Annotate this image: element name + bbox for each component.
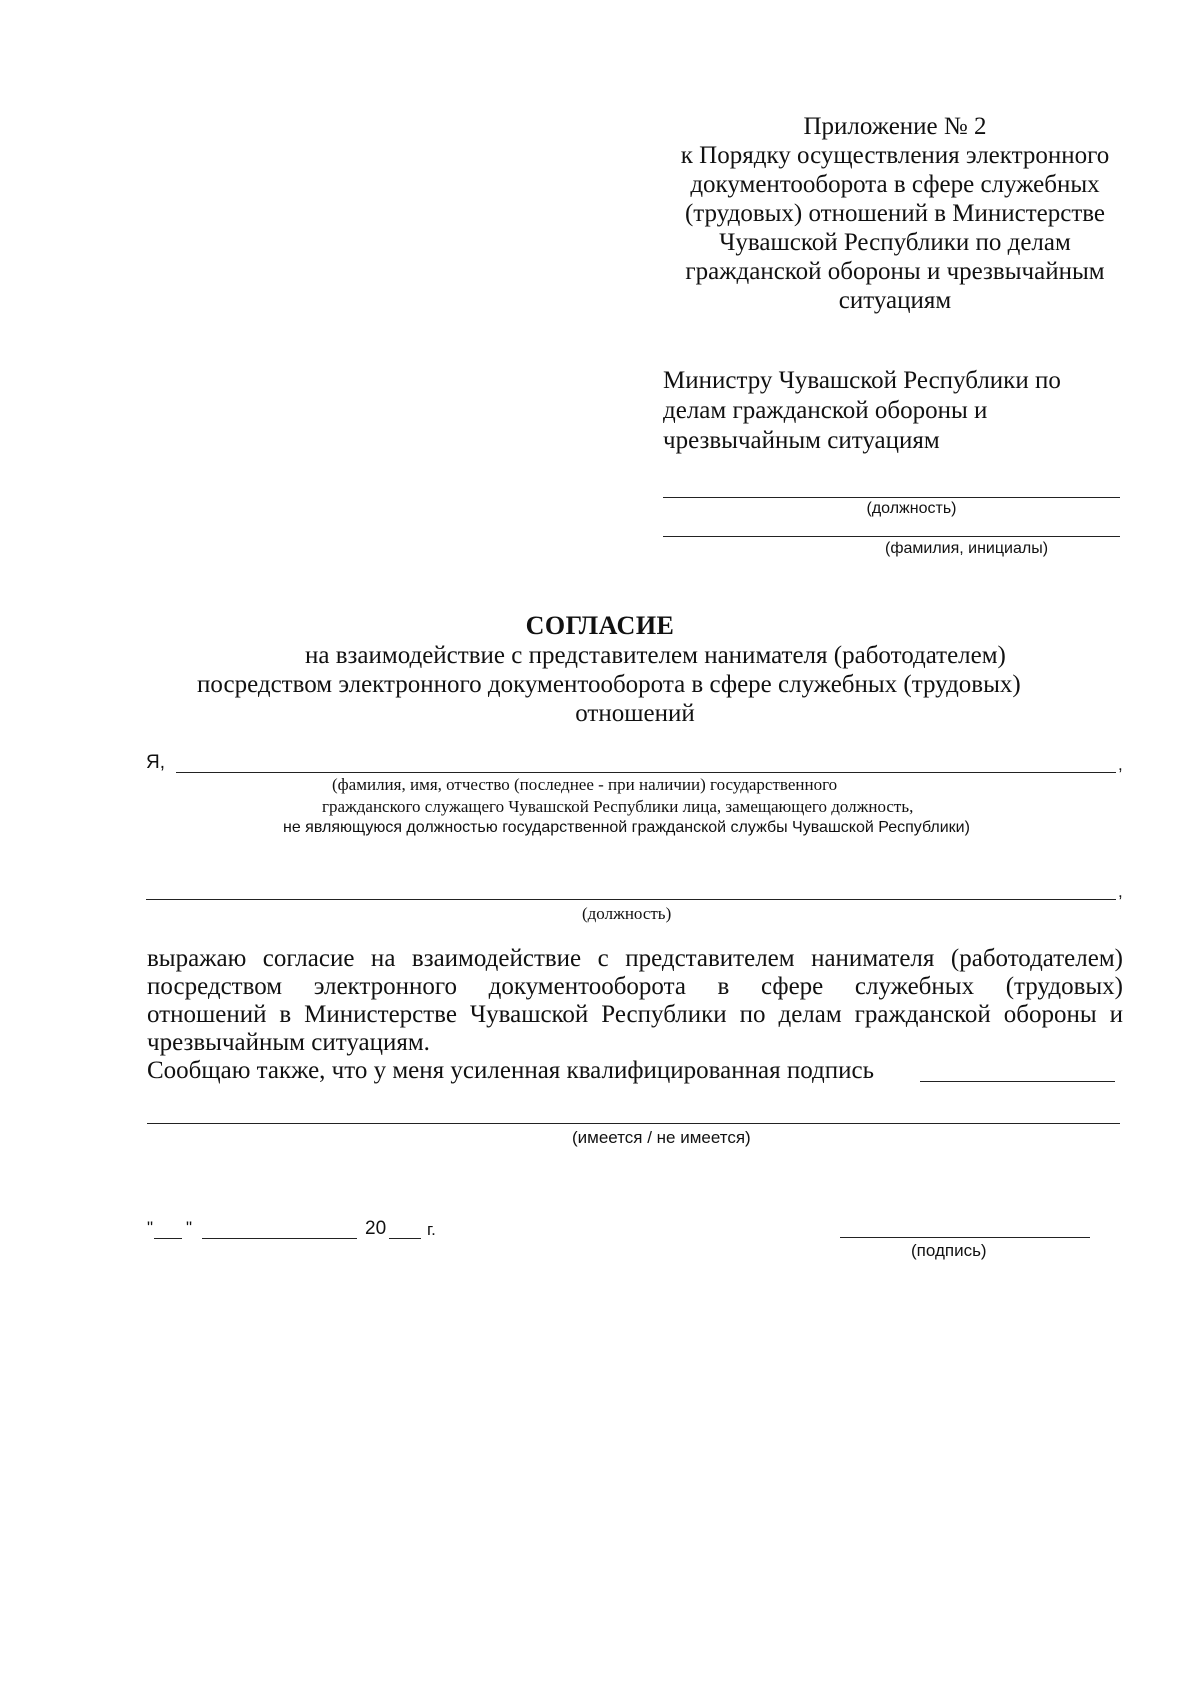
consent-body-line: выражаю согласие на взаимодействие с представителем нанимателя (работодателем)	[147, 945, 1123, 972]
appendix-line: ситуациям	[838, 287, 952, 314]
signature-field[interactable]	[840, 1237, 1090, 1238]
addressee-block	[663, 366, 1143, 456]
appendix-line: гражданской обороны и чрезвычайным	[685, 258, 1105, 285]
document-subtitle-line: отношений	[575, 700, 695, 727]
appendix-header	[655, 112, 1135, 315]
date-year-prefix: 20	[365, 1218, 387, 1239]
consent-body	[147, 945, 1123, 1085]
declarant-position-comma: ,	[1118, 882, 1123, 901]
date-quote-close: "	[186, 1218, 193, 1237]
signature-availability-field-continued[interactable]	[147, 1123, 1120, 1124]
declarant-name-field[interactable]	[176, 772, 1116, 773]
declarant-caption-line: не являющуюся должностью государственной гражданской службы Чувашской Республики)	[283, 819, 970, 836]
declarant-position-caption: (должность)	[582, 904, 672, 923]
date-day-field[interactable]	[154, 1238, 182, 1239]
date-year-field[interactable]	[389, 1238, 421, 1239]
addressee-line: делам гражданской обороны и	[663, 397, 988, 424]
appendix-line: к Порядку осуществления электронного	[680, 142, 1110, 169]
signature-statement-text: Сообщаю также, что у меня усиленная квалифицированная подпись	[147, 1057, 874, 1084]
appendix-line: документооборота в сфере служебных	[690, 171, 1100, 198]
date-month-field[interactable]	[202, 1238, 357, 1239]
appendix-line: Приложение № 2	[803, 113, 987, 140]
declarant-comma: ,	[1118, 755, 1123, 774]
addressee-name-caption: (фамилия, инициалы)	[884, 540, 1049, 557]
declarant-caption-line: (фамилия, имя, отчество (последнее - при наличии) государственного	[332, 775, 838, 794]
consent-body-line: чрезвычайным ситуациям.	[147, 1029, 430, 1056]
addressee-line: чрезвычайным ситуациям	[663, 427, 940, 454]
addressee-line: Министру Чувашской Республики по	[663, 367, 1061, 394]
addressee-position-field[interactable]	[663, 497, 1120, 498]
document-subtitle-line: на взаимодействие с представителем нанимателя (работодателем)	[305, 642, 1006, 669]
document-title: СОГЛАСИЕ	[525, 611, 675, 640]
consent-body-line: посредством электронного документооборота в сфере служебных (трудовых)	[147, 973, 1123, 1000]
declarant-position-field[interactable]	[146, 899, 1116, 900]
date-quote-open: "	[147, 1218, 154, 1237]
signature-caption: (подпись)	[911, 1241, 987, 1260]
signature-availability-caption: (имеется / не имеется)	[572, 1128, 751, 1147]
appendix-line: Чувашской Республики по делам	[719, 229, 1071, 256]
appendix-line: (трудовых) отношений в Министерстве	[684, 200, 1106, 227]
signature-availability-field[interactable]	[920, 1081, 1115, 1082]
document-subtitle-line: посредством электронного документооборота в сфере служебных (трудовых)	[197, 671, 1021, 698]
declarant-caption-line: гражданского служащего Чувашской Республики лица, замещающего должность,	[322, 797, 914, 816]
addressee-name-field[interactable]	[663, 536, 1120, 537]
declarant-prefix: Я,	[146, 752, 165, 773]
addressee-position-caption: (должность)	[866, 500, 957, 517]
date-year-suffix: г.	[427, 1220, 436, 1239]
consent-body-line: отношений в Министерстве Чувашской Республики по делам гражданской обороны и	[147, 1001, 1123, 1028]
